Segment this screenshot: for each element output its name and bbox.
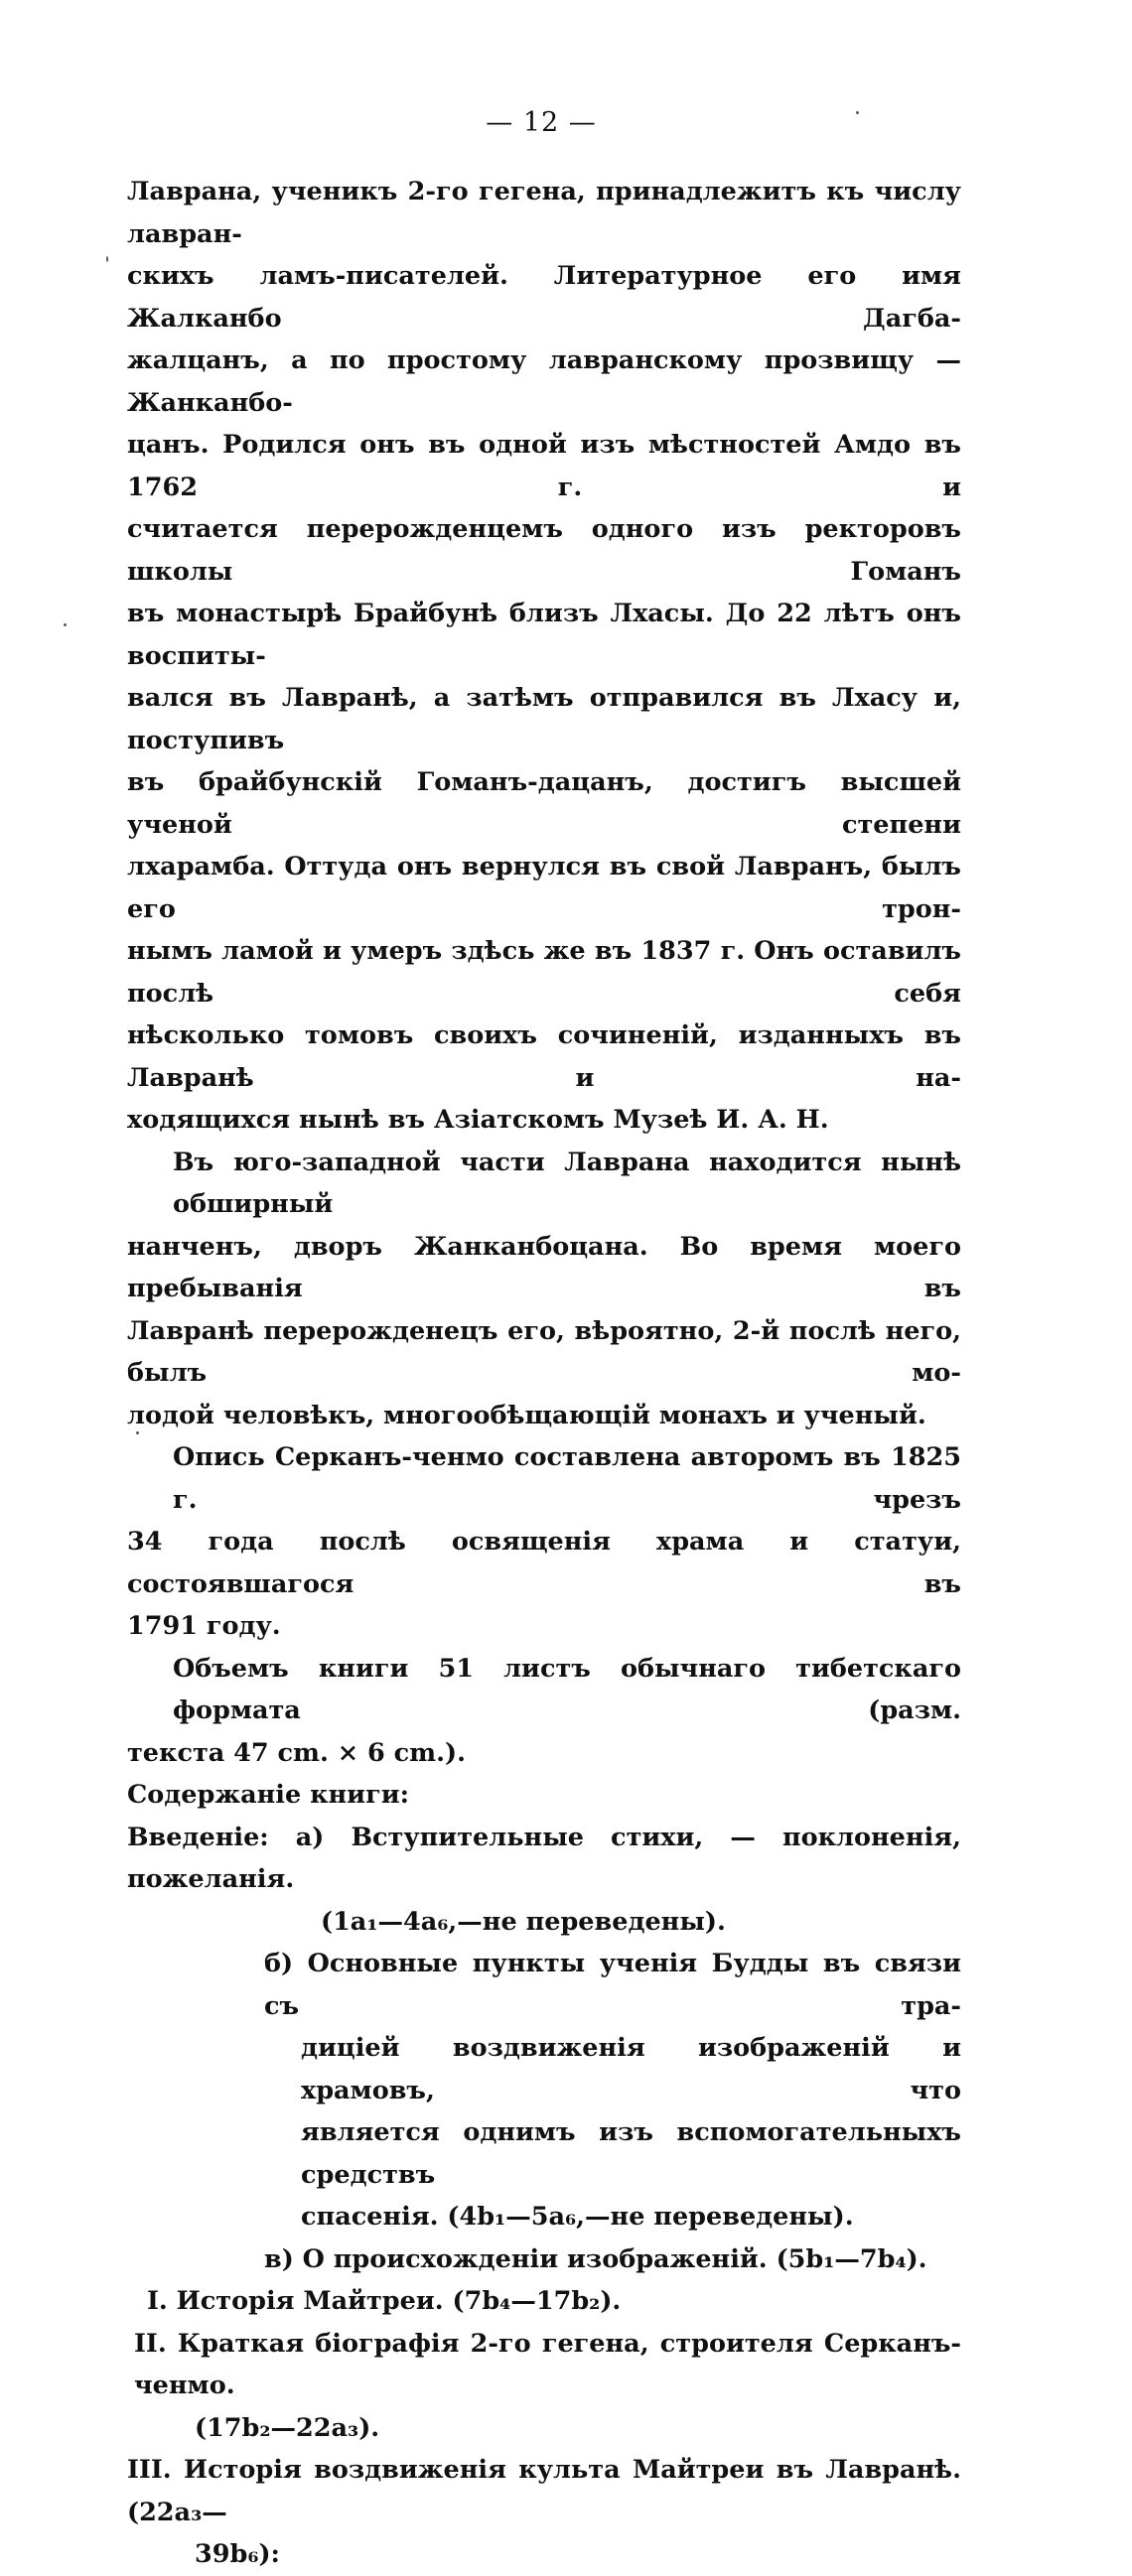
paper-speck	[106, 256, 108, 262]
toc-item-a: а) Вступительные стихи, — поклоненія, пожеланія.	[127, 1822, 961, 1894]
text-line: въ монастырѣ Брайбунѣ близъ Лхасы. До 22 лѣтъ онъ воспиты-	[127, 599, 961, 671]
text-line: 1791 году.	[127, 1611, 281, 1641]
toc-intro-a	[127, 1817, 961, 1944]
paragraph-3	[127, 1436, 961, 1648]
contents-heading	[127, 1774, 961, 1817]
text-line: текста 47 cm. × 6 cm.).	[127, 1737, 466, 1768]
text-line: вался въ Лавранѣ, а затѣмъ отправился въ Лхасу и, поступивъ	[127, 683, 961, 755]
text-line: нѣсколько томовъ своихъ сочиненій, изданныхъ въ Лавранѣ и на-	[127, 1020, 961, 1093]
text-line: нанченъ, дворъ Жанканбоцана. Во время моего пребыванія въ	[127, 1231, 961, 1303]
paragraph-2	[127, 1142, 961, 1437]
text-line: I. Исторія Майтреи. (7b₄—17b₂).	[147, 2286, 622, 2316]
text-line: считается перерожденцемъ одного изъ ректоровъ школы Гоманъ	[127, 514, 961, 587]
table-of-contents	[127, 1817, 961, 2576]
text-line: Въ юго-западной части Лаврана находится нынѣ обширный	[173, 1147, 961, 1219]
text-line: диціей воздвиженія изображеній и храмовъ, что	[301, 2033, 961, 2105]
paragraph-1	[127, 171, 961, 1142]
text-line: б) Основные пункты ученія Будды въ связи съ тра-	[264, 1949, 961, 2021]
toc-section-3	[127, 2449, 961, 2576]
paper-speck	[64, 623, 67, 626]
paper-speck	[856, 111, 859, 114]
toc-item-b	[127, 1943, 961, 2238]
body-text	[127, 171, 961, 2576]
text-line: лодой человѣкъ, многообѣщающій монахъ и ученый.	[127, 1400, 926, 1430]
text-line: II. Краткая біографія 2-го гегена, строителя Серканъ-ченмо.	[134, 2328, 961, 2400]
text-line: является однимъ изъ вспомогательныхъ средствъ	[301, 2117, 961, 2190]
toc-section-2	[127, 2323, 961, 2450]
text-line: Содержаніе книги:	[127, 1780, 410, 1810]
text-line: Лаврана, ученикъ 2-го гегена, принадлежитъ къ числу лавран-	[127, 177, 961, 249]
text-line: нымъ ламой и умеръ здѣсь же въ 1837 г. Онъ оставилъ послѣ себя	[127, 936, 961, 1009]
toc-item-v	[127, 2238, 961, 2281]
toc-intro-label: Введеніе:	[127, 1822, 269, 1852]
text-line: жалцанъ, а по простому лавранскому прозвищу — Жанканбо-	[127, 345, 961, 418]
paper-speck	[136, 1431, 139, 1434]
paragraph-4	[127, 1648, 961, 1775]
text-line: цанъ. Родился онъ въ одной изъ мѣстностей Амдо въ 1762 г. и	[127, 430, 961, 502]
text-line: (17b₂—22a₃).	[195, 2412, 380, 2443]
text-line: Объемъ книги 51 листъ обычнаго тибетскаго формата (разм.	[173, 1653, 961, 1725]
text-line: ходящихся нынѣ въ Азіатскомъ Музеѣ И. А. Н.	[127, 1105, 829, 1135]
page-number: — 12 —	[486, 107, 597, 138]
text-line: в) О происхожденіи изображеній. (5b₁—7b₄).	[264, 2243, 927, 2274]
text-line: скихъ ламъ-писателей. Литературное его имя Жалканбо Дагба-	[127, 261, 961, 334]
text-line: Лавранѣ перерожденецъ его, вѣроятно, 2-й послѣ него, былъ мо-	[127, 1315, 961, 1388]
text-line: III. Исторія воздвиженія культа Майтреи въ Лавранѣ. (22a₃—	[127, 2455, 961, 2527]
toc-item-a-ref: (1a₁—4a₆,—не переведены).	[321, 1906, 726, 1937]
text-line: въ брайбунскій Гоманъ-дацанъ, достигъ высшей ученой степени	[127, 767, 961, 840]
text-line: лхарамба. Оттуда онъ вернулся въ свой Лавранъ, былъ его трон-	[127, 852, 961, 924]
toc-section-1	[127, 2280, 961, 2323]
text-line: спасенія. (4b₁—5a₆,—не переведены).	[301, 2202, 854, 2232]
text-line: Опись Серканъ-ченмо составлена авторомъ въ 1825 г. чрезъ	[173, 1442, 961, 1515]
text-line: 39b₆):	[195, 2539, 280, 2569]
text-line: 34 года послѣ освященія храма и статуи, состоявшагося въ	[127, 1527, 961, 1599]
